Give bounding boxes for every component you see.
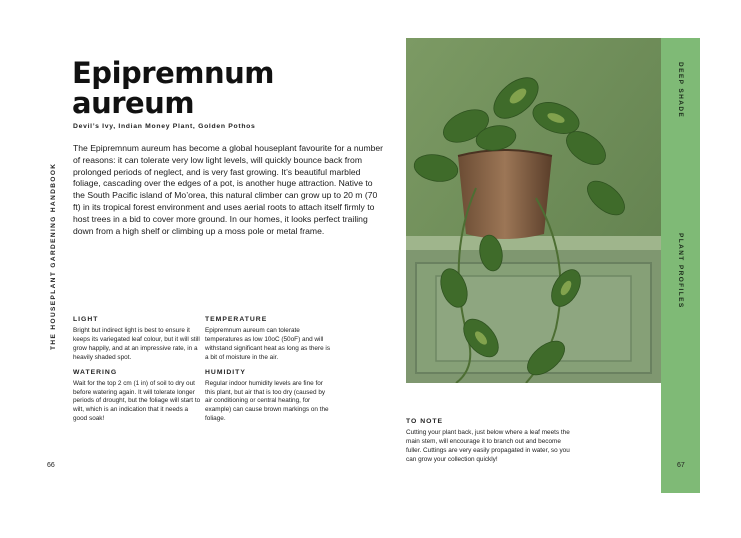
- to-note-box: [406, 417, 576, 465]
- page-title: [72, 58, 372, 118]
- light-text: Bright but indirect light is best to ensure it keeps its variegated leaf colour, but it will still grow happily, and at an impressive rate, in a heavily shaded spot.: [73, 327, 200, 361]
- plant-photo: [406, 38, 661, 383]
- intro-paragraph: The Epipremnum aureum has become a global houseplant favourite for a number of reasons: it can tolerate very low light levels, will quickly bounce back from prolonged periods of neglect, and is very fast growing. It’s beautiful marbled foliage, cascading over the edges of a pot, is another huge attraction. Native to the South Pacific island of Mo’orea, this natural climber can grow up to 20 m (70 ft) in its tropical forest environment and uses aerial roots to attach itself firmly to host trees in a bid to cover more ground. In our homes, it looks perfect trailing down from a high shelf or climbing up a moss pole or metal frame.: [73, 143, 384, 236]
- title-line-1: Epipremnum: [72, 56, 274, 90]
- side-tab-label-bottom: PLANT PROFILES: [677, 233, 684, 309]
- watering-text: Wait for the top 2 cm (1 in) of soil to dry out before watering again. It will tolerate longer periods of drought, but the foliage will start to wilt, which is an indication that it needs a good soak!: [73, 379, 201, 423]
- watering-heading: WATERING: [73, 368, 118, 376]
- light-heading: LIGHT: [73, 316, 99, 323]
- plant-illustration: [406, 38, 661, 383]
- care-column-left: [73, 315, 201, 429]
- care-column-right: [205, 315, 333, 429]
- to-note-text: Cutting your plant back, just below where a leaf meets the main stem, will encourage it to branch out and become fuller. Cuttings are very easily propagated in water, so you can grow your collection quickly!: [406, 429, 570, 463]
- temperature-text: Epipremnum aureum can tolerate temperatures as low 10oC (50oF) and will withstand significant heat as long as there is a bit of moisture in the air.: [205, 327, 331, 361]
- page-number-right: 67: [677, 462, 685, 469]
- humidity-text: Regular indoor humidity levels are fine for this plant, but air that is too dry (caused by air conditioning or central heating, for example) can cause brown markings on the foliage.: [205, 379, 329, 423]
- to-note-heading: TO NOTE: [406, 418, 444, 425]
- humidity-heading: HUMIDITY: [205, 368, 246, 376]
- temperature-heading: TEMPERATURE: [205, 316, 268, 323]
- common-names: Devil’s Ivy, Indian Money Plant, Golden Pothos: [73, 123, 256, 130]
- side-tab-label-top: DEEP SHADE: [677, 62, 684, 119]
- book-title-spine: THE HOUSEPLANT GARDENING HANDBOOK: [50, 162, 57, 350]
- page-number-left: 66: [47, 462, 55, 469]
- title-line-2: aureum: [72, 86, 195, 120]
